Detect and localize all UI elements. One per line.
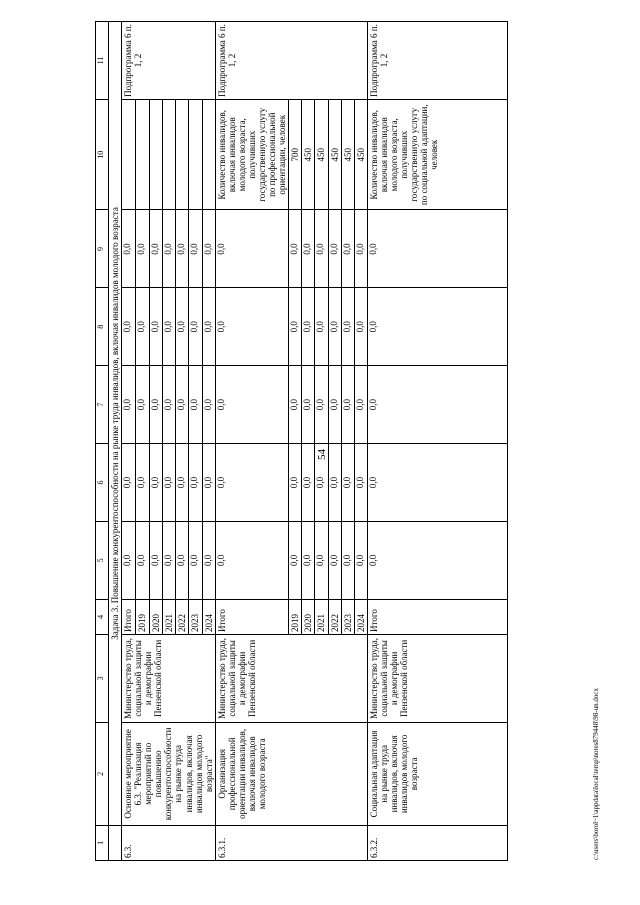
executor: Министерство труда, социальной защиты и демографии Пензенской области [367, 634, 507, 722]
year-cell: 2022 [328, 599, 341, 634]
amount-cell: 0,0 [149, 366, 162, 444]
amount-cell: 0,0 [162, 366, 175, 444]
activity-name: Организация профессиональной ориентации инвалидов, включая инвалидов молодого возраста [215, 722, 367, 825]
amount-cell: 0,0 [341, 210, 354, 288]
amount-cell: 0,0 [215, 288, 289, 366]
amount-cell: 0,0 [122, 288, 136, 366]
column-number: 2 [96, 722, 109, 825]
indicator-value [162, 99, 175, 210]
amount-cell: 0,0 [315, 366, 328, 444]
amount-cell: 0,0 [302, 210, 315, 288]
amount-cell: 0,0 [149, 288, 162, 366]
indicator-value: 450 [354, 99, 367, 210]
indicator-value [149, 99, 162, 210]
program-table-container [95, 21, 625, 861]
subprogram-ref: Подпрограмма 6 п. 1, 2 [215, 22, 367, 100]
indicator-value: 450 [328, 99, 341, 210]
amount-cell: 0,0 [328, 288, 341, 366]
year-cell: 2024 [354, 599, 367, 634]
amount-cell: 0,0 [176, 288, 189, 366]
task-number-cell [109, 825, 122, 860]
amount-cell: 0,0 [289, 210, 302, 288]
amount-cell: 0,0 [149, 210, 162, 288]
row-number: 6.3.2. [367, 825, 507, 860]
amount-cell: 0,0 [202, 366, 215, 444]
amount-cell: 0,0 [176, 521, 189, 599]
amount-cell: 0,0 [176, 210, 189, 288]
amount-cell: 0,0 [354, 210, 367, 288]
program-table [95, 21, 508, 861]
amount-cell: 0,0 [328, 521, 341, 599]
amount-cell: 0,0 [176, 366, 189, 444]
row-number: 6.3.1. [215, 825, 367, 860]
year-cell: 2019 [136, 599, 149, 634]
column-number: 3 [96, 634, 109, 722]
year-cell: Итого [122, 599, 136, 634]
amount-cell: 0,0 [162, 444, 175, 522]
year-cell: 2023 [189, 599, 202, 634]
indicator-description: Количество инвалидов, включая инвалидов молодого возраста, получивших государственную услугу по социальной адаптации, человек [367, 99, 507, 210]
executor: Министерство труда, социальной защиты и демографии Пензенской области [215, 634, 367, 722]
amount-cell: 0,0 [341, 444, 354, 522]
amount-cell: 0,0 [162, 288, 175, 366]
year-cell: 2021 [162, 599, 175, 634]
amount-cell: 0,0 [202, 288, 215, 366]
amount-cell: 0,0 [136, 366, 149, 444]
amount-cell: 0,0 [202, 444, 215, 522]
amount-cell: 0,0 [149, 521, 162, 599]
footer-file-path: c:\users\borol~1\appdata\local\temp\notes879448\98-un.docx [592, 688, 600, 860]
amount-cell: 0,0 [367, 288, 507, 366]
row-number: 6.3. [122, 825, 216, 860]
amount-cell: 0,0 [341, 366, 354, 444]
amount-cell: 0,0 [176, 444, 189, 522]
amount-cell: 0,0 [315, 444, 328, 522]
indicator-value [202, 99, 215, 210]
indicator-value: 450 [315, 99, 328, 210]
amount-cell: 0,0 [162, 521, 175, 599]
indicator-value [136, 99, 149, 210]
year-cell: 2021 [315, 599, 328, 634]
column-number: 9 [96, 210, 109, 288]
amount-cell: 0,0 [315, 210, 328, 288]
task-row [109, 22, 122, 861]
amount-cell: 0,0 [315, 521, 328, 599]
amount-cell: 0,0 [289, 366, 302, 444]
activity-name: Основное мероприятие 6.3. "Реализация мероприятий по повышению конкурентоспособности на рынке труда инвалидов, включая инвалидов молодого возраста" [122, 722, 216, 825]
amount-cell: 0,0 [202, 521, 215, 599]
column-number: 8 [96, 288, 109, 366]
indicator-value [176, 99, 189, 210]
amount-cell: 0,0 [341, 521, 354, 599]
amount-cell: 0,0 [122, 521, 136, 599]
year-cell: 2023 [341, 599, 354, 634]
amount-cell: 0,0 [328, 210, 341, 288]
year-cell: 2024 [202, 599, 215, 634]
amount-cell: 0,0 [189, 288, 202, 366]
amount-cell: 0,0 [136, 444, 149, 522]
column-number: 10 [96, 99, 109, 210]
amount-cell: 0,0 [136, 521, 149, 599]
column-number: 5 [96, 521, 109, 599]
amount-cell: 0,0 [122, 210, 136, 288]
amount-cell: 0,0 [162, 210, 175, 288]
column-number: 11 [96, 22, 109, 100]
indicator-value: 450 [341, 99, 354, 210]
amount-cell: 0,0 [189, 210, 202, 288]
amount-cell: 0,0 [215, 210, 289, 288]
year-cell: 2020 [149, 599, 162, 634]
amount-cell: 0,0 [302, 444, 315, 522]
activity-name: Социальная адаптация на рынке труда инвалидов, включая инвалидов молодого возраста [367, 722, 507, 825]
indicator-value [122, 99, 136, 210]
amount-cell: 0,0 [367, 444, 507, 522]
amount-cell: 0,0 [354, 366, 367, 444]
year-cell: 2019 [289, 599, 302, 634]
amount-cell: 0,0 [189, 521, 202, 599]
amount-cell: 0,0 [149, 444, 162, 522]
column-number: 4 [96, 599, 109, 634]
column-number: 7 [96, 366, 109, 444]
amount-cell: 0,0 [302, 521, 315, 599]
amount-cell: 0,0 [315, 288, 328, 366]
year-cell: Итого [367, 599, 507, 634]
amount-cell: 0,0 [354, 288, 367, 366]
rotated-table-frame [95, 21, 565, 861]
amount-cell: 0,0 [189, 444, 202, 522]
table-row [122, 22, 136, 861]
amount-cell: 0,0 [302, 366, 315, 444]
amount-cell: 0,0 [215, 521, 289, 599]
amount-cell: 0,0 [328, 444, 341, 522]
amount-cell: 0,0 [215, 444, 289, 522]
page-number: 54 [316, 449, 328, 461]
indicator-value: 450 [302, 99, 315, 210]
amount-cell: 0,0 [202, 210, 215, 288]
amount-cell: 0,0 [302, 288, 315, 366]
amount-cell: 0,0 [367, 521, 507, 599]
amount-cell: 0,0 [136, 288, 149, 366]
task-title: Задача 3. Повышение конкурентоспособности на рынке труда инвалидов, включая инвалидов молодого возраста [109, 22, 122, 826]
column-number: 6 [96, 444, 109, 522]
table-body [96, 22, 508, 861]
amount-cell: 0,0 [289, 521, 302, 599]
amount-cell: 0,0 [289, 444, 302, 522]
amount-cell: 0,0 [367, 366, 507, 444]
amount-cell: 0,0 [289, 288, 302, 366]
amount-cell: 0,0 [341, 288, 354, 366]
indicator-description: Количество инвалидов, включая инвалидов молодого возраста, получивших государственную услугу по профессиональной ориентации, человек [215, 99, 289, 210]
amount-cell: 0,0 [328, 366, 341, 444]
subprogram-ref: Подпрограмма 6 п. 1, 2 [122, 22, 216, 100]
year-cell: 2020 [302, 599, 315, 634]
year-cell: Итого [215, 599, 289, 634]
amount-cell: 0,0 [354, 521, 367, 599]
amount-cell: 0,0 [354, 444, 367, 522]
amount-cell: 0,0 [367, 210, 507, 288]
indicator-value: 700 [289, 99, 302, 210]
column-number-row [96, 22, 109, 861]
amount-cell: 0,0 [136, 210, 149, 288]
table-row [215, 22, 289, 861]
amount-cell: 0,0 [215, 366, 289, 444]
subprogram-ref: Подпрограмма 6 п. 1, 2 [367, 22, 507, 100]
amount-cell: 0,0 [122, 444, 136, 522]
amount-cell: 0,0 [122, 366, 136, 444]
column-number: 1 [96, 825, 109, 860]
executor: Министерство труда, социальной защиты и демографии Пензенской области [122, 634, 216, 722]
amount-cell: 0,0 [189, 366, 202, 444]
table-row [367, 22, 507, 861]
year-cell: 2022 [176, 599, 189, 634]
indicator-value [189, 99, 202, 210]
